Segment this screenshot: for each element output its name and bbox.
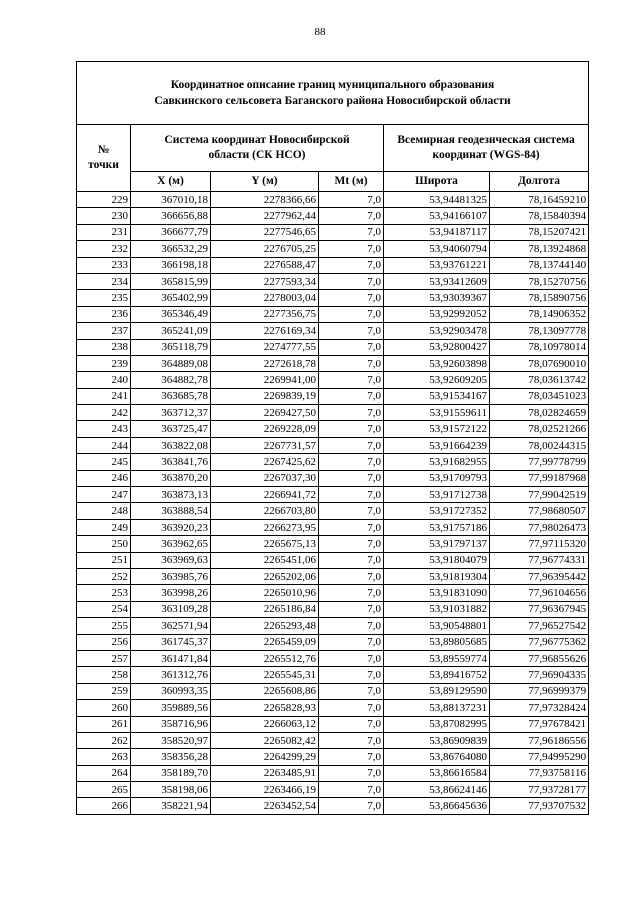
x-cell: 363998,26 [131,585,211,601]
point-number-cell: 248 [77,503,131,519]
table-row [77,765,589,781]
point-number-cell: 239 [77,355,131,371]
table-row [77,716,589,732]
latitude-cell: 53,91804079 [384,552,490,568]
mt-cell: 7,0 [319,634,384,650]
y-cell: 2277356,75 [211,306,319,322]
y-cell: 2264299,29 [211,749,319,765]
latitude-cell: 53,88137231 [384,700,490,716]
y-cell: 2265828,93 [211,700,319,716]
mt-cell: 7,0 [319,290,384,306]
table-row [77,388,589,404]
point-number-cell: 254 [77,601,131,617]
point-number-cell: 245 [77,454,131,470]
y-cell: 2277593,34 [211,273,319,289]
y-cell: 2263452,54 [211,798,319,814]
latitude-cell: 53,92992052 [384,306,490,322]
latitude-cell: 53,91819304 [384,568,490,584]
longitude-cell: 77,99187968 [490,470,589,486]
table-row [77,650,589,666]
y-cell: 2276705,25 [211,241,319,257]
point-number-cell: 252 [77,568,131,584]
longitude-cell: 77,97328424 [490,700,589,716]
wgs-header-line-2: координат (WGS-84) [432,149,540,161]
y-cell: 2277546,65 [211,224,319,240]
table-row [77,634,589,650]
point-number-cell: 229 [77,192,131,208]
latitude-cell: 53,91572122 [384,421,490,437]
y-cell: 2265293,48 [211,618,319,634]
y-cell: 2267731,57 [211,437,319,453]
longitude-cell: 77,96999379 [490,683,589,699]
longitude-cell: 78,02824659 [490,405,589,421]
x-cell: 361312,76 [131,667,211,683]
longitude-cell: 78,15890756 [490,290,589,306]
latitude-cell: 53,86909839 [384,732,490,748]
x-cell: 363685,78 [131,388,211,404]
table-row [77,552,589,568]
longitude-cell: 77,93707532 [490,798,589,814]
mt-cell: 7,0 [319,700,384,716]
y-cell: 2265010,96 [211,585,319,601]
table-row [77,192,589,208]
x-cell: 363888,54 [131,503,211,519]
x-cell: 358221,94 [131,798,211,814]
mt-cell: 7,0 [319,306,384,322]
x-cell: 361471,84 [131,650,211,666]
y-cell: 2265512,76 [211,650,319,666]
y-cell: 2265608,86 [211,683,319,699]
mt-cell: 7,0 [319,454,384,470]
longitude-cell: 78,07690010 [490,355,589,371]
point-number-cell: 258 [77,667,131,683]
x-cell: 360993,35 [131,683,211,699]
mt-column-header: Mt (м) [319,172,384,192]
y-cell: 2265186,84 [211,601,319,617]
x-cell: 363870,20 [131,470,211,486]
longitude-cell: 78,13924868 [490,241,589,257]
x-cell: 358189,70 [131,765,211,781]
point-number-cell: 249 [77,519,131,535]
x-cell: 365118,79 [131,339,211,355]
longitude-cell: 77,96855626 [490,650,589,666]
latitude-cell: 53,94187117 [384,224,490,240]
y-cell: 2265675,13 [211,536,319,552]
point-number-cell: 243 [77,421,131,437]
point-number-cell: 259 [77,683,131,699]
table-row [77,798,589,814]
y-cell: 2277962,44 [211,208,319,224]
latitude-cell: 53,89129590 [384,683,490,699]
longitude-cell: 78,13744140 [490,257,589,273]
y-cell: 2274777,55 [211,339,319,355]
point-number-cell: 247 [77,487,131,503]
longitude-cell: 77,93758116 [490,765,589,781]
point-number-cell: 256 [77,634,131,650]
table-row [77,585,589,601]
x-cell: 367010,18 [131,192,211,208]
y-cell: 2263466,19 [211,782,319,798]
mt-cell: 7,0 [319,388,384,404]
latitude-cell: 53,86616584 [384,765,490,781]
point-number-cell: 251 [77,552,131,568]
table-row [77,470,589,486]
point-number-cell: 231 [77,224,131,240]
latitude-cell: 53,91757186 [384,519,490,535]
table-title-line-1: Координатное описание границ муниципального образования [170,79,495,91]
x-cell: 365402,99 [131,290,211,306]
mt-cell: 7,0 [319,372,384,388]
wgs-system-header [384,125,589,172]
y-cell: 2269839,19 [211,388,319,404]
x-cell: 363841,76 [131,454,211,470]
x-cell: 358198,06 [131,782,211,798]
point-number-cell: 257 [77,650,131,666]
mt-cell: 7,0 [319,552,384,568]
table-body [77,192,589,815]
longitude-cell: 78,03613742 [490,372,589,388]
point-number-header [77,125,131,192]
nso-header-line-2: области (СК НСО) [208,149,306,161]
x-cell: 363969,63 [131,552,211,568]
latitude-cell: 53,89805685 [384,634,490,650]
point-number-cell: 233 [77,257,131,273]
latitude-cell: 53,91031882 [384,601,490,617]
y-cell: 2276169,34 [211,323,319,339]
x-cell: 362571,94 [131,618,211,634]
x-cell: 366677,79 [131,224,211,240]
table-row [77,732,589,748]
point-number-cell: 266 [77,798,131,814]
mt-cell: 7,0 [319,208,384,224]
x-cell: 366656,88 [131,208,211,224]
mt-cell: 7,0 [319,487,384,503]
mt-cell: 7,0 [319,339,384,355]
latitude-cell: 53,89559774 [384,650,490,666]
x-cell: 363725,47 [131,421,211,437]
table-row [77,487,589,503]
longitude-cell: 78,02521266 [490,421,589,437]
y-column-header: Y (м) [211,172,319,192]
y-cell: 2266941,72 [211,487,319,503]
mt-cell: 7,0 [319,536,384,552]
mt-cell: 7,0 [319,405,384,421]
point-number-cell: 250 [77,536,131,552]
mt-cell: 7,0 [319,568,384,584]
latitude-cell: 53,92609205 [384,372,490,388]
table-row [77,323,589,339]
latitude-cell: 53,91559611 [384,405,490,421]
x-cell: 363109,28 [131,601,211,617]
point-number-label: точки [88,159,119,171]
point-number-cell: 240 [77,372,131,388]
y-cell: 2269941,00 [211,372,319,388]
point-number-cell: 242 [77,405,131,421]
mt-cell: 7,0 [319,585,384,601]
longitude-cell: 77,93728177 [490,782,589,798]
longitude-cell: 77,97678421 [490,716,589,732]
longitude-cell: 77,99778799 [490,454,589,470]
y-cell: 2269427,50 [211,405,319,421]
mt-cell: 7,0 [319,732,384,748]
point-number-cell: 236 [77,306,131,322]
mt-cell: 7,0 [319,355,384,371]
table-row [77,618,589,634]
longitude-cell: 78,15270756 [490,273,589,289]
longitude-column-header: Долгота [490,172,589,192]
latitude-cell: 53,91727352 [384,503,490,519]
y-cell: 2266273,95 [211,519,319,535]
nso-header-line-1: Система координат Новосибирской [164,134,350,146]
y-cell: 2267037,30 [211,470,319,486]
table-row [77,782,589,798]
longitude-cell: 77,96395442 [490,568,589,584]
table-row [77,405,589,421]
table-row [77,437,589,453]
longitude-cell: 77,98026473 [490,519,589,535]
x-column-header: X (м) [131,172,211,192]
y-cell: 2265082,42 [211,732,319,748]
table-row [77,519,589,535]
y-cell: 2263485,91 [211,765,319,781]
y-cell: 2265459,09 [211,634,319,650]
longitude-cell: 77,96774331 [490,552,589,568]
x-cell: 363962,65 [131,536,211,552]
latitude-cell: 53,86624146 [384,782,490,798]
point-number-cell: 255 [77,618,131,634]
point-number-cell: 261 [77,716,131,732]
latitude-cell: 53,91712738 [384,487,490,503]
latitude-cell: 53,86764080 [384,749,490,765]
y-cell: 2265202,06 [211,568,319,584]
x-cell: 365346,49 [131,306,211,322]
x-cell: 363712,37 [131,405,211,421]
y-cell: 2267425,62 [211,454,319,470]
nso-system-header [131,125,384,172]
point-number-cell: 235 [77,290,131,306]
mt-cell: 7,0 [319,437,384,453]
x-cell: 363985,76 [131,568,211,584]
x-cell: 363920,23 [131,519,211,535]
y-cell: 2272618,78 [211,355,319,371]
y-cell: 2265451,06 [211,552,319,568]
longitude-cell: 77,99042519 [490,487,589,503]
latitude-cell: 53,94166107 [384,208,490,224]
table-title-line-2: Савкинского сельсовета Баганского района Новосибирской области [154,95,511,107]
mt-cell: 7,0 [319,798,384,814]
mt-cell: 7,0 [319,667,384,683]
y-cell: 2278003,04 [211,290,319,306]
mt-cell: 7,0 [319,716,384,732]
mt-cell: 7,0 [319,519,384,535]
mt-cell: 7,0 [319,273,384,289]
table-title [77,62,589,125]
x-cell: 365241,09 [131,323,211,339]
table-row [77,372,589,388]
table-row [77,536,589,552]
x-cell: 363822,08 [131,437,211,453]
mt-cell: 7,0 [319,192,384,208]
latitude-cell: 53,93039367 [384,290,490,306]
longitude-cell: 78,15207421 [490,224,589,240]
longitude-cell: 78,00244315 [490,437,589,453]
x-cell: 366532,29 [131,241,211,257]
latitude-cell: 53,91797137 [384,536,490,552]
x-cell: 363873,13 [131,487,211,503]
mt-cell: 7,0 [319,323,384,339]
latitude-cell: 53,94481325 [384,192,490,208]
latitude-cell: 53,93412609 [384,273,490,289]
mt-cell: 7,0 [319,765,384,781]
longitude-cell: 77,96904335 [490,667,589,683]
longitude-cell: 78,13097778 [490,323,589,339]
x-cell: 359889,56 [131,700,211,716]
x-cell: 366198,18 [131,257,211,273]
point-number-cell: 244 [77,437,131,453]
point-number-cell: 232 [77,241,131,257]
latitude-cell: 53,93761221 [384,257,490,273]
x-cell: 358356,28 [131,749,211,765]
point-number-cell: 246 [77,470,131,486]
latitude-cell: 53,87082995 [384,716,490,732]
table-row [77,241,589,257]
y-cell: 2276588,47 [211,257,319,273]
page-number: 88 [314,26,326,38]
table-row [77,683,589,699]
x-cell: 358716,96 [131,716,211,732]
mt-cell: 7,0 [319,470,384,486]
longitude-cell: 77,94995290 [490,749,589,765]
y-cell: 2266063,12 [211,716,319,732]
mt-cell: 7,0 [319,257,384,273]
latitude-cell: 53,86645636 [384,798,490,814]
x-cell: 365815,99 [131,273,211,289]
table-row [77,273,589,289]
y-cell: 2266703,80 [211,503,319,519]
longitude-cell: 77,96367945 [490,601,589,617]
point-number-cell: 234 [77,273,131,289]
table-row [77,339,589,355]
latitude-column-header: Широта [384,172,490,192]
latitude-cell: 53,92800427 [384,339,490,355]
latitude-cell: 53,89416752 [384,667,490,683]
y-cell: 2265545,31 [211,667,319,683]
longitude-cell: 78,16459210 [490,192,589,208]
latitude-cell: 53,90548801 [384,618,490,634]
table-row [77,306,589,322]
x-cell: 358520,97 [131,732,211,748]
point-number-cell: 237 [77,323,131,339]
y-cell: 2269228,09 [211,421,319,437]
mt-cell: 7,0 [319,503,384,519]
table-row [77,454,589,470]
table-row [77,749,589,765]
longitude-cell: 77,97115320 [490,536,589,552]
longitude-cell: 77,96527542 [490,618,589,634]
table-row [77,290,589,306]
longitude-cell: 77,98680507 [490,503,589,519]
longitude-cell: 78,14906352 [490,306,589,322]
latitude-cell: 53,91709793 [384,470,490,486]
mt-cell: 7,0 [319,782,384,798]
point-number-symbol: № [97,144,110,156]
mt-cell: 7,0 [319,650,384,666]
table-row [77,257,589,273]
latitude-cell: 53,94060794 [384,241,490,257]
latitude-cell: 53,91534167 [384,388,490,404]
longitude-cell: 78,03451023 [490,388,589,404]
mt-cell: 7,0 [319,618,384,634]
point-number-cell: 264 [77,765,131,781]
point-number-cell: 241 [77,388,131,404]
point-number-cell: 260 [77,700,131,716]
point-number-cell: 265 [77,782,131,798]
table-row [77,355,589,371]
table-row [77,503,589,519]
table-row [77,568,589,584]
longitude-cell: 77,96775362 [490,634,589,650]
longitude-cell: 77,96104656 [490,585,589,601]
mt-cell: 7,0 [319,601,384,617]
longitude-cell: 78,15840394 [490,208,589,224]
mt-cell: 7,0 [319,683,384,699]
point-number-cell: 230 [77,208,131,224]
latitude-cell: 53,91664239 [384,437,490,453]
coordinates-table [76,61,589,815]
point-number-cell: 262 [77,732,131,748]
table-row [77,700,589,716]
table-row [77,208,589,224]
latitude-cell: 53,92903478 [384,323,490,339]
table-row [77,601,589,617]
mt-cell: 7,0 [319,749,384,765]
latitude-cell: 53,91682955 [384,454,490,470]
latitude-cell: 53,91831090 [384,585,490,601]
point-number-cell: 263 [77,749,131,765]
longitude-cell: 78,10978014 [490,339,589,355]
x-cell: 364882,78 [131,372,211,388]
table-row [77,421,589,437]
x-cell: 361745,37 [131,634,211,650]
longitude-cell: 77,96186556 [490,732,589,748]
latitude-cell: 53,92603898 [384,355,490,371]
mt-cell: 7,0 [319,241,384,257]
table-row [77,667,589,683]
point-number-cell: 253 [77,585,131,601]
point-number-cell: 238 [77,339,131,355]
y-cell: 2278366,66 [211,192,319,208]
mt-cell: 7,0 [319,224,384,240]
wgs-header-line-1: Всемирная геодезическая система [397,134,575,146]
mt-cell: 7,0 [319,421,384,437]
x-cell: 364889,08 [131,355,211,371]
table-row [77,224,589,240]
